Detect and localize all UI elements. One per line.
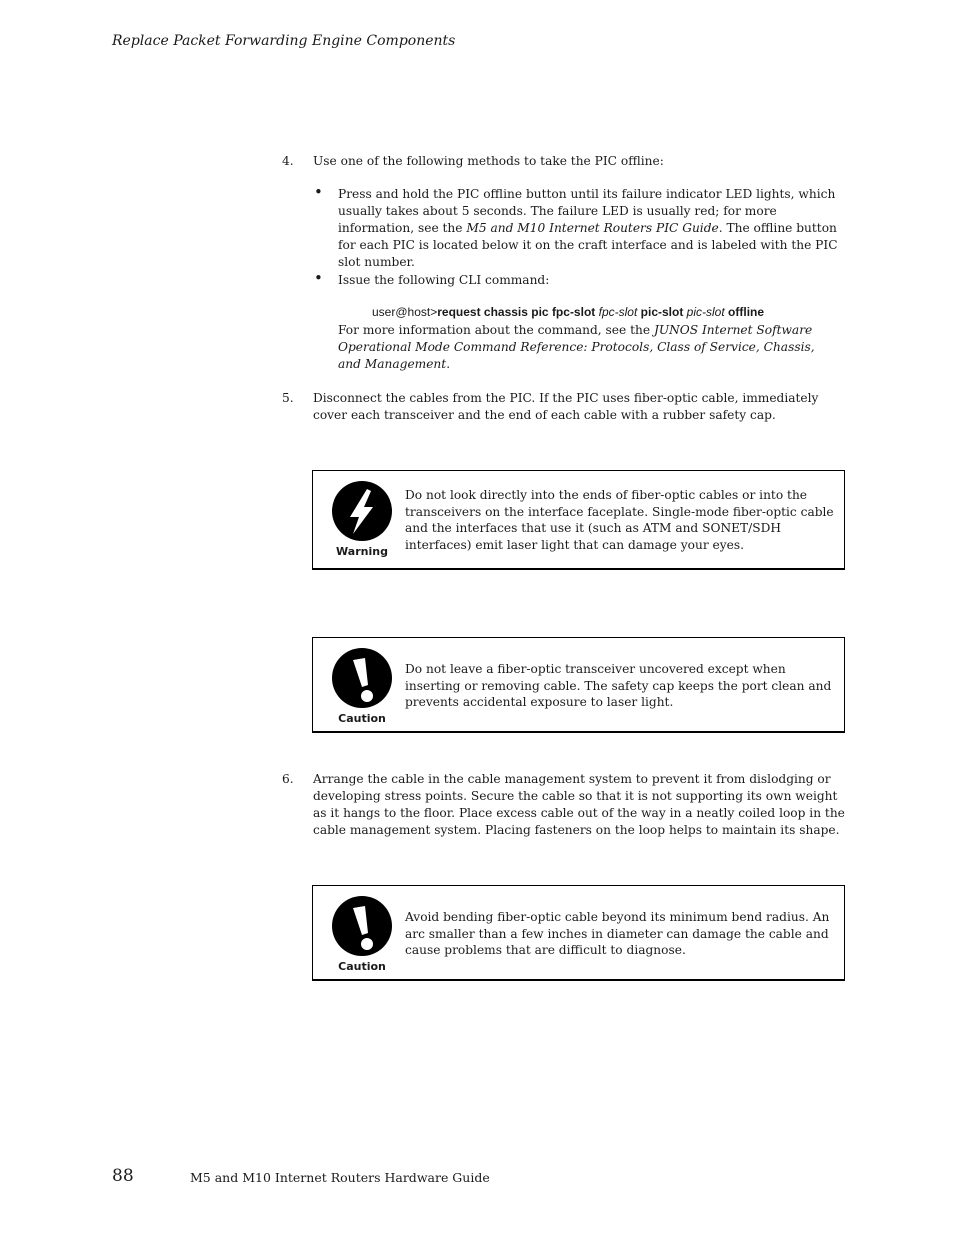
warning-label: Warning [336,545,388,558]
warning-notice [312,470,845,570]
step-number: 6. [282,772,294,786]
footer-title: M5 and M10 Internet Routers Hardware Guide [190,1170,490,1185]
exclamation-icon [331,647,393,709]
bullet-icon: • [314,269,323,287]
caution-notice [312,885,845,981]
cli-keyword: offline [728,305,765,319]
lightning-icon [331,480,393,542]
cli-keyword: request chassis pic fpc-slot [437,305,596,319]
caution-notice [312,637,845,733]
step-number: 4. [282,154,294,168]
exclamation-icon [331,895,393,957]
step-number: 5. [282,391,294,405]
warning-text: Do not look directly into the ends of fiber-optic cables or into the transceivers on the interface faceplate. Single-mode fiber-optic cable and the interfaces that use it (such as ATM and SONET/SDH interfaces) emit laser light that can damage your eyes. [405,488,834,552]
caution-icon-group [331,647,393,725]
cli-keyword: pic-slot [640,305,684,319]
cli-arg: fpc-slot [598,305,638,319]
caution-label: Caution [338,960,386,973]
more-info-text: For more information about the command, see the JUNOS Internet Software Operational Mode Command Reference: Protocols, Class of Service, Chassis, and Management. [338,323,815,371]
cli-arg: pic-slot [686,305,725,319]
step-text: Use one of the following methods to take the PIC offline: [313,154,664,168]
pic-guide-reference: M5 and M10 Internet Routers PIC Guide [466,221,719,235]
bullet-icon: • [314,183,323,201]
step-text: Disconnect the cables from the PIC. If the PIC uses fiber-optic cable, immediately cover each transceiver and the end of each cable with a rubber safety cap. [313,391,819,422]
cli-prompt: user@host> [372,305,438,319]
step-text: Arrange the cable in the cable management system to prevent it from dislodging or developing stress points. Secure the cable so that it is not supporting its own weight as it hangs to the floor. Place excess cable out of the way in a neatly coiled loop in the cable management system. Placing fasteners on the loop helps to maintain its shape. [313,772,845,837]
page-number: 88 [112,1166,134,1186]
caution-text: Avoid bending fiber-optic cable beyond its minimum bend radius. An arc smaller than a few inches in diameter can damage the cable and cause problems that are difficult to diagnose. [405,910,830,957]
command-reference: JUNOS Internet Software Operational Mode Command Reference: Protocols, Class of Service, Chassis, and Management [338,323,815,371]
bullet-text: Issue the following CLI command: [338,273,550,287]
warning-icon-group [331,480,393,558]
running-header: Replace Packet Forwarding Engine Components [112,33,456,49]
caution-label: Caution [338,712,386,725]
caution-icon-group [331,895,393,973]
cli-command [372,305,764,319]
caution-text: Do not leave a fiber-optic transceiver uncovered except when inserting or removing cable. The safety cap keeps the port clean and prevents accidental exposure to laser light. [405,662,832,709]
bullet-text: Press and hold the PIC offline button until its failure indicator LED lights, which usually takes about 5 seconds. The failure LED is usually red; for more information, see the M5 and M10 Internet Routers PIC Guide. The offline button for each PIC is located below it on the craft interface and is labeled with the PIC slot number. [338,187,838,269]
